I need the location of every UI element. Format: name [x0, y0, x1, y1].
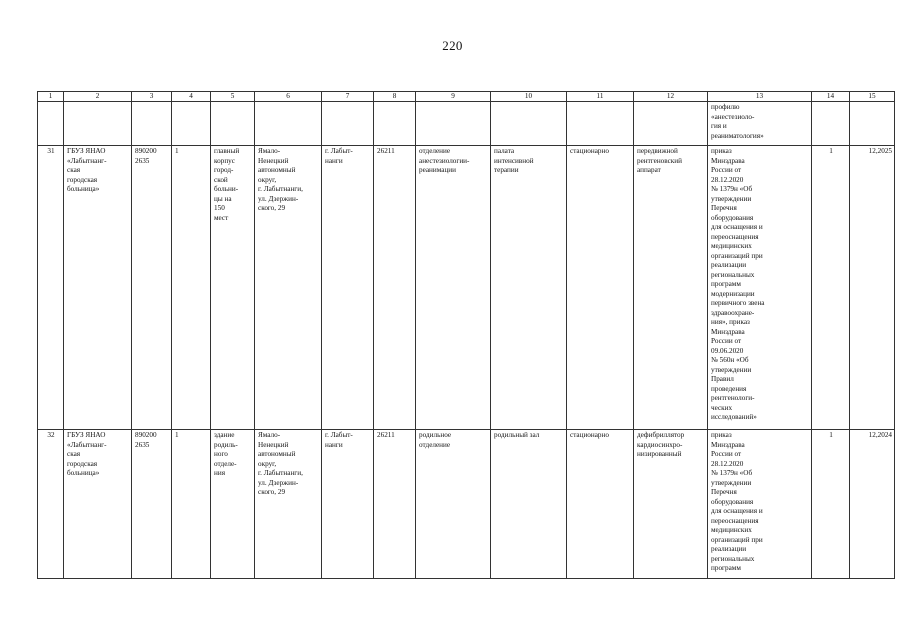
- column-number: 3: [132, 92, 172, 102]
- column-number: 12: [634, 92, 708, 102]
- table-row: [38, 430, 895, 579]
- building-cell: здание родиль- ного отделе- ния: [211, 430, 255, 579]
- date-cell: 12,2025: [850, 146, 895, 430]
- department-cell: отделение анестезиологии- реанимации: [416, 146, 491, 430]
- legal-basis-cell: приказ Минздрава России от 28.12.2020 № 1379н «Об утверждении Перечня оборудования для оснащения и переоснащения медицинских организаций при реализации региональных программ: [708, 430, 812, 579]
- building-cell: главный корпус город- ской больни- цы на 150 мест: [211, 146, 255, 430]
- table-cell: [322, 102, 374, 146]
- room-cell: палата интенсивной терапии: [491, 146, 567, 430]
- column-number: 7: [322, 92, 374, 102]
- table-cell: [374, 102, 416, 146]
- table-cell: 1: [172, 146, 211, 430]
- table-cell: [567, 102, 634, 146]
- equipment-cell: передвижной рентгеновский аппарат: [634, 146, 708, 430]
- code-cell: 26211: [374, 430, 416, 579]
- city-cell: г. Лабыт- нанги: [322, 146, 374, 430]
- column-number: 4: [172, 92, 211, 102]
- table-cell: [172, 102, 211, 146]
- column-number: 13: [708, 92, 812, 102]
- column-number: 2: [64, 92, 132, 102]
- table-cell: [812, 102, 850, 146]
- table-cell: [132, 102, 172, 146]
- table-row: [38, 146, 895, 430]
- table-cell: [634, 102, 708, 146]
- column-number: 5: [211, 92, 255, 102]
- column-number: 10: [491, 92, 567, 102]
- column-number: 9: [416, 92, 491, 102]
- column-number: 8: [374, 92, 416, 102]
- table-cell: [416, 102, 491, 146]
- date-cell: 12,2024: [850, 430, 895, 579]
- code-cell: 26211: [374, 146, 416, 430]
- quantity-cell: 1: [812, 146, 850, 430]
- page-number: 220: [442, 38, 463, 53]
- department-cell: родильное отделение: [416, 430, 491, 579]
- column-number-row: [38, 92, 895, 102]
- equipment-table: [37, 91, 895, 579]
- column-number: 6: [255, 92, 322, 102]
- column-number: 1: [38, 92, 64, 102]
- row-number-cell: 31: [38, 146, 64, 430]
- column-number: 11: [567, 92, 634, 102]
- table-cell: [255, 102, 322, 146]
- room-cell: родильный зал: [491, 430, 567, 579]
- column-number: 14: [812, 92, 850, 102]
- care-type-cell: стационарно: [567, 430, 634, 579]
- inn-cell: 890200 2635: [132, 146, 172, 430]
- table-cell: [491, 102, 567, 146]
- organization-cell: ГБУЗ ЯНАО «Лабытнанг- ская городская больница»: [64, 146, 132, 430]
- legal-basis-cell: приказ Минздрава России от 28.12.2020 № 1379н «Об утверждении Перечня оборудования для оснащения и переоснащения медицинских организаций при реализации региональных программ модернизации первичного звена здравоохране- ния», приказ Минздрава России от 09.06.2020 № 560н «Об утверждении Правил проведения рентгенологи- ческих исследований»: [708, 146, 812, 430]
- table-cell: [850, 102, 895, 146]
- organization-cell: ГБУЗ ЯНАО «Лабытнанг- ская городская больница»: [64, 430, 132, 579]
- quantity-cell: 1: [812, 430, 850, 579]
- table-cell: [64, 102, 132, 146]
- continuation-row: [38, 102, 895, 146]
- address-cell: Ямало- Ненецкий автономный округ, г. Лабытнанги, ул. Дзержин- ского, 29: [255, 146, 322, 430]
- inn-cell: 890200 2635: [132, 430, 172, 579]
- table-cell: [38, 102, 64, 146]
- address-cell: Ямало- Ненецкий автономный округ, г. Лабытнанги, ул. Дзержин- ского, 29: [255, 430, 322, 579]
- table-cell: 1: [172, 430, 211, 579]
- legal-basis-cell: профилю «анестезиоло- гия и реаниматология»: [708, 102, 812, 146]
- row-number-cell: 32: [38, 430, 64, 579]
- care-type-cell: стационарно: [567, 146, 634, 430]
- city-cell: г. Лабыт- нанги: [322, 430, 374, 579]
- column-number: 15: [850, 92, 895, 102]
- table-cell: [211, 102, 255, 146]
- equipment-cell: дефибриллятор кардиосинхро- низированный: [634, 430, 708, 579]
